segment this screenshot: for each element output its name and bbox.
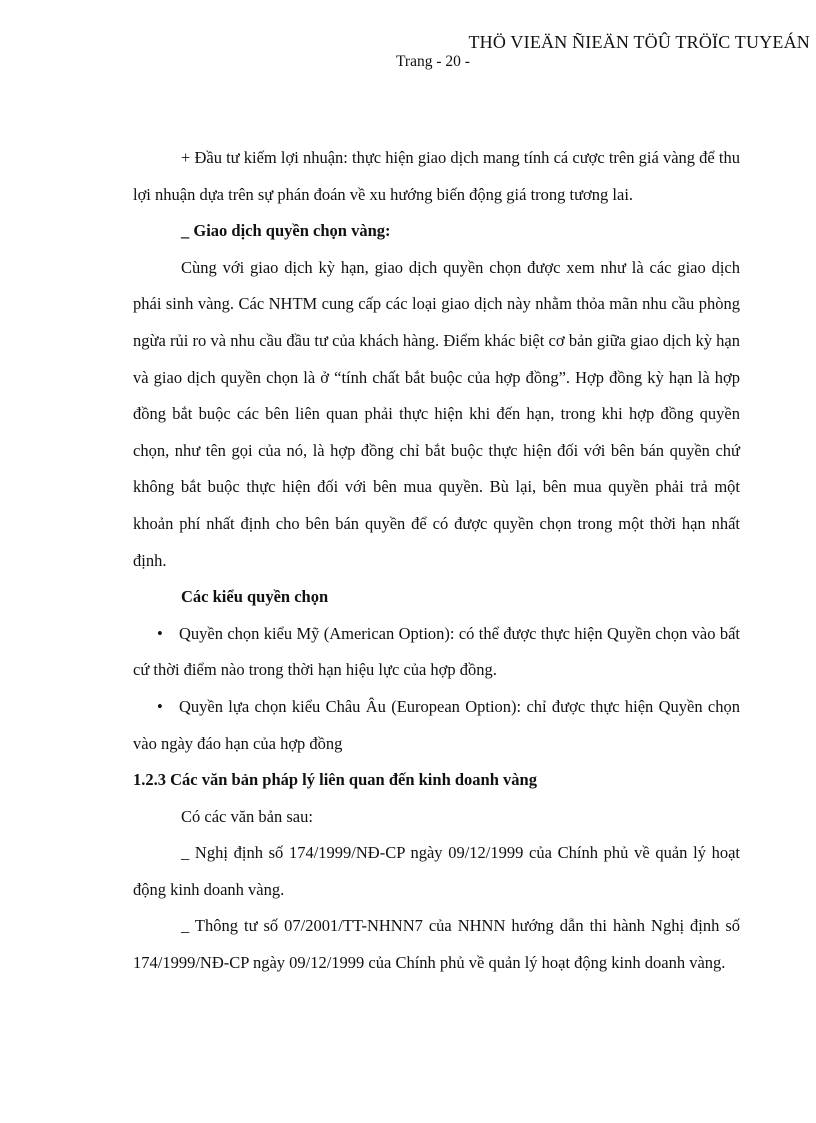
bullet-icon: • [157,696,163,716]
page-number: Trang - 20 - [396,53,470,70]
list-item-american-option [133,616,740,689]
paragraph-circular: _ Thông tư số 07/2001/TT-NHNN7 của NHNN hướng dẫn thi hành Nghị định số 174/1999/NĐ-CP ngày 09/12/1999 của Chính phủ về quản lý hoạt động kinh doanh vàng. [133,916,740,973]
list-item-text: Quyền chọn kiểu Mỹ (American Option): có thể được thực hiện Quyền chọn vào bất cứ thời điểm nào trong thời hạn hiệu lực của hợp đồng. [133,623,740,680]
library-watermark: THÖ VIEÄN ÑIEÄN TÖÛ TRÖÏC TUYEÁN [468,32,810,52]
document-body [133,140,740,982]
heading-gold-options: _ Giao dịch quyền chọn vàng: [181,221,391,241]
list-item-text: Quyền lựa chọn kiểu Châu Âu (European Option): chỉ được thực hiện Quyền chọn vào ngày đáo hạn của hợp đồng [133,696,740,753]
heading-option-types: Các kiểu quyền chọn [181,587,329,607]
paragraph-decree: _ Nghị định số 174/1999/NĐ-CP ngày 09/12/1999 của Chính phủ về quản lý hoạt động kinh doanh vàng. [133,843,740,899]
paragraph-options-description: Cùng với giao dịch kỳ hạn, giao dịch quyền chọn được xem như là các giao dịch phái sinh vàng. Các NHTM cung cấp các loại giao dịch này nhằm thỏa mãn nhu cầu phòng ngừa rủi ro và nhu cầu đầu tư của khách hàng. Điểm khác biệt cơ bản giữa giao dịch kỳ hạn và giao dịch quyền chọn là ở “tính chất bắt buộc của hợp đồng”. Hợp đồng kỳ hạn là hợp đồng bắt buộc các bên liên quan phải thực hiện khi đến hạn, trong khi hợp đồng quyền chọn, như tên gọi của nó, là hợp đồng chỉ bắt buộc thực hiện đối với bên bán quyền chứ không bắt buộc thực hiện đối với bên mua quyền. Bù lại, bên mua quyền phải trả một khoản phí nhất định cho bên bán quyền để có được quyền chọn trong một thời hạn nhất định. [133,257,740,570]
bullet-icon: • [157,623,163,643]
section-heading-legal-documents: 1.2.3 Các văn bản pháp lý liên quan đến kinh doanh vàng [133,770,537,790]
list-item-european-option [133,689,740,762]
paragraph-documents-intro: Có các văn bản sau: [181,806,313,826]
paragraph-investment-profit: + Đầu tư kiếm lợi nhuận: thực hiện giao dịch mang tính cá cược trên giá vàng để thu lợi nhuận dựa trên sự phán đoán về xu hướng biến động giá trong tương lai. [133,148,740,204]
